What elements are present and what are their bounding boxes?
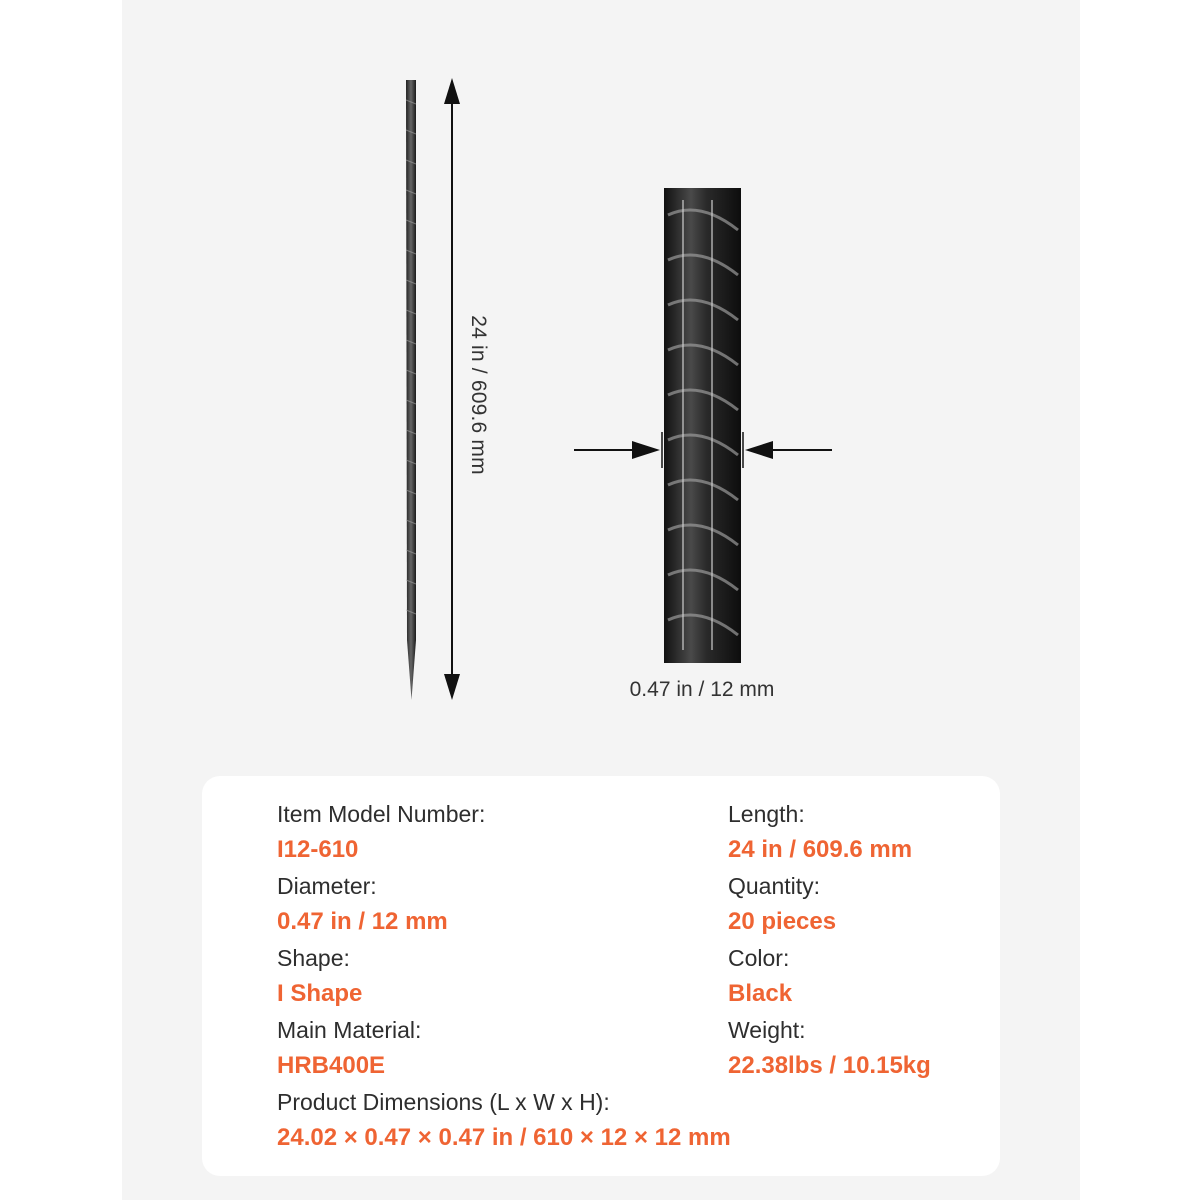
diameter-arrow-right-icon <box>743 432 832 468</box>
length-dimension-label: 24 in / 609.6 mm <box>467 315 490 475</box>
spec-value-quantity: 20 pieces <box>728 908 837 935</box>
diameter-dimension-label: 0.47 in / 12 mm <box>629 678 775 701</box>
spec-value-color: Black <box>728 980 793 1007</box>
spec-value-diameter: 0.47 in / 12 mm <box>277 908 448 935</box>
spec-value-main-material: HRB400E <box>277 1052 386 1079</box>
spec-label-diameter: Diameter: <box>277 873 377 899</box>
spec-value-shape: I Shape <box>277 980 363 1007</box>
spec-label-model-number: Item Model Number: <box>277 801 486 827</box>
spec-value-product-dimensions: 24.02 × 0.47 × 0.47 in / 610 × 12 × 12 mm <box>277 1124 731 1151</box>
spec-column-left <box>277 796 731 1156</box>
length-dimension-arrow-icon <box>444 78 460 700</box>
spec-card <box>202 776 1000 1176</box>
spec-column-right <box>728 796 931 1084</box>
spec-label-product-dimensions: Product Dimensions (L x W x H): <box>277 1089 610 1115</box>
spec-label-quantity: Quantity: <box>728 873 821 899</box>
spec-label-shape: Shape: <box>277 945 350 971</box>
rebar-closeup-image <box>664 188 741 663</box>
spec-value-length: 24 in / 609.6 mm <box>728 836 913 863</box>
spec-label-color: Color: <box>728 945 790 971</box>
rebar-full-image <box>406 80 416 700</box>
spec-value-weight: 22.38lbs / 10.15kg <box>728 1052 931 1079</box>
spec-label-length: Length: <box>728 801 805 827</box>
spec-value-model-number: I12-610 <box>277 836 359 863</box>
diameter-arrow-left-icon <box>574 432 662 468</box>
spec-label-weight: Weight: <box>728 1017 806 1043</box>
spec-label-main-material: Main Material: <box>277 1017 422 1043</box>
